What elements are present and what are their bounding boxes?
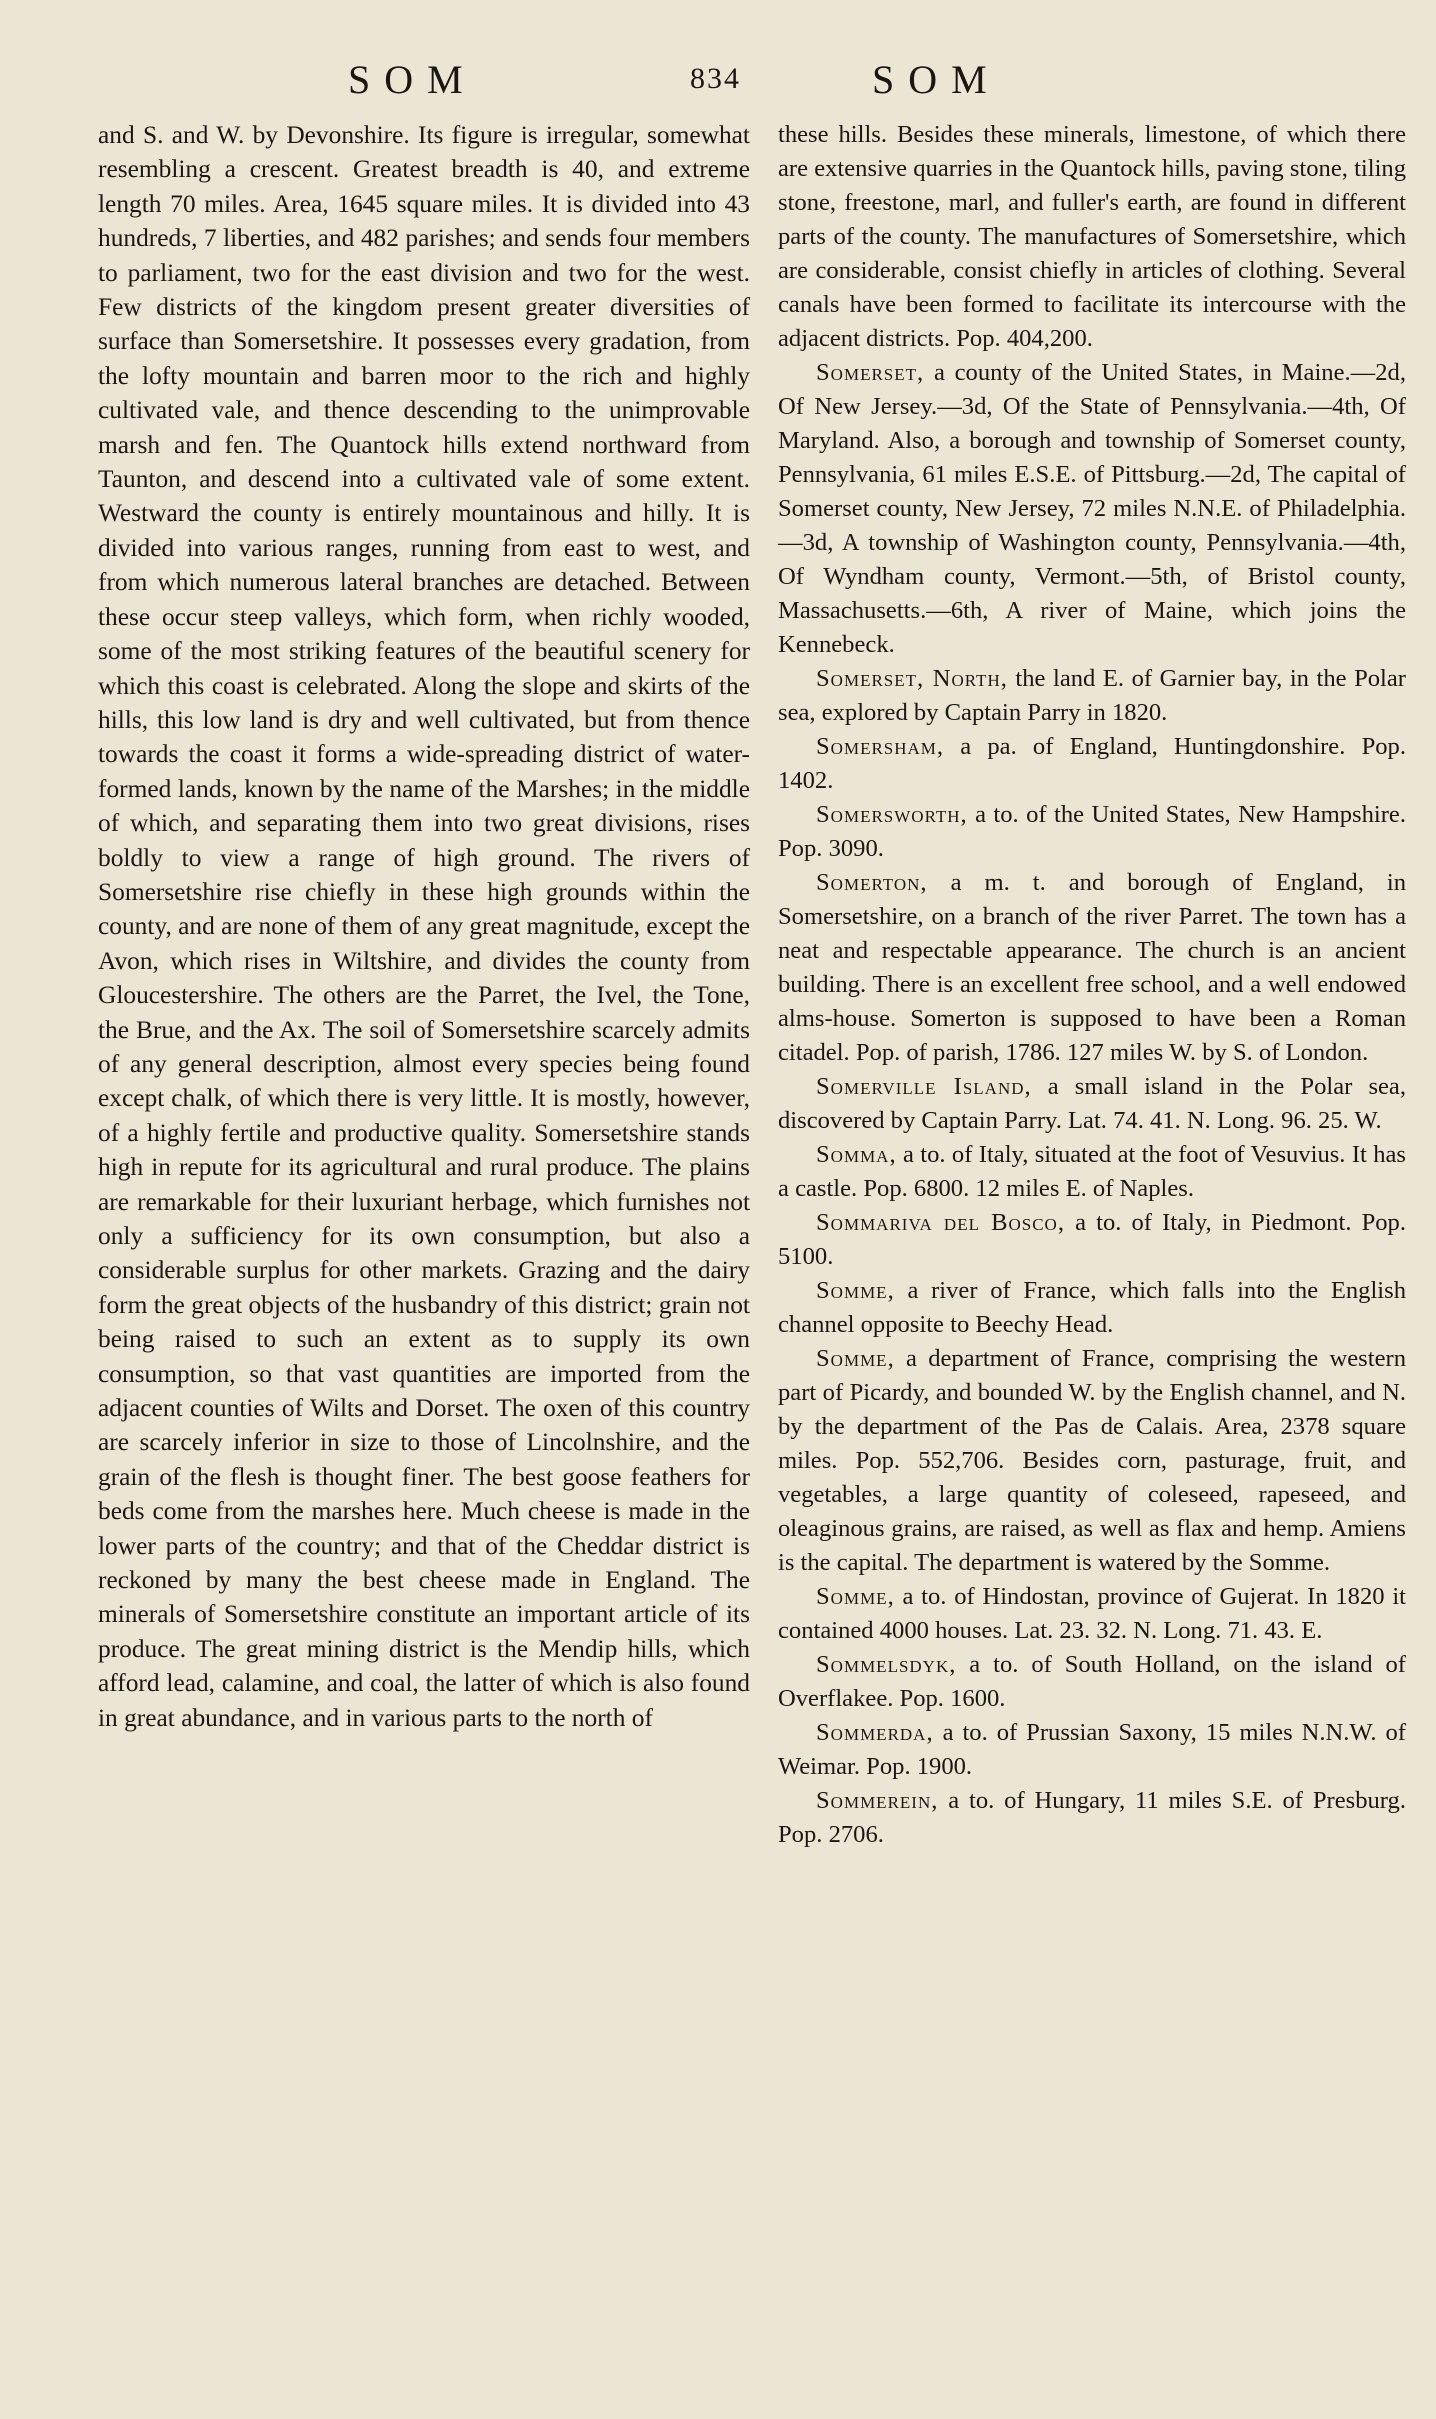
entry-headword: Sommariva del Bosco, <box>816 1209 1065 1236</box>
entry-somme-river <box>778 1274 1406 1342</box>
entry-somerset <box>778 356 1406 662</box>
entry-sommerein <box>778 1784 1406 1852</box>
entry-headword: Sommerda, <box>816 1719 934 1746</box>
running-head-right: SOM <box>872 57 1001 102</box>
entry-somerville-island <box>778 1070 1406 1138</box>
entry-headword: Somme, <box>816 1277 895 1304</box>
entry-somersham <box>778 730 1406 798</box>
entry-headword: Somme, <box>816 1345 895 1372</box>
running-head-left: SOM <box>348 57 477 102</box>
entry-somerton <box>778 866 1406 1070</box>
entry-text: a to. of the United States, New Hampshire. Pop. 3090. <box>778 801 1406 862</box>
entry-text: a to. of Prussian Saxony, 15 miles N.N.W. of Weimar. Pop. 1900. <box>778 1719 1406 1780</box>
entry-headword: Somma, <box>816 1141 897 1168</box>
left-column <box>98 118 750 1735</box>
entry-somme-department <box>778 1342 1406 1580</box>
entry-headword: Somerville Island, <box>816 1073 1032 1100</box>
entry-text: a to. of Hungary, 11 miles S.E. of Presburg. Pop. 2706. <box>778 1787 1406 1848</box>
entry-headword: Somerton, <box>816 869 928 896</box>
entry-text: a m. t. and borough of England, in Somersetshire, on a branch of the river Parret. The town has a neat and respectable appearance. The church is an ancient building. There is an excellent free school, and a well endowed alms-house. Somerton is supposed to have been a Roman citadel. Pop. of parish, 1786. 127 miles W. by S. of London. <box>778 869 1406 1066</box>
entry-headword: Somerset, <box>816 359 925 386</box>
entry-text: a pa. of England, Huntingdonshire. Pop. 1402. <box>778 733 1406 794</box>
page-number: 834 <box>690 62 741 95</box>
entry-headword: Sommerein, <box>816 1787 939 1814</box>
entry-somma <box>778 1138 1406 1206</box>
entry-sommelsdyk <box>778 1648 1406 1716</box>
entry-somme-hindostan <box>778 1580 1406 1648</box>
right-column <box>778 118 1406 1852</box>
entry-headword: Somersham, <box>816 733 945 760</box>
entry-text: a county of the United States, in Maine.—2d, Of New Jersey.—3d, Of the State of Pennsylvania.—4th, Of Maryland. Also, a borough and township of Somerset county, Pennsylvania, 61 miles E.S.E. of Pittsburg.—2d, The capital of Somerset county, New Jersey, 72 miles N.N.E. of Philadelphia.—3d, A township of Washington county, Pennsylvania.—4th, Of Wyndham county, Vermont.—5th, of Bristol county, Massachusetts.—6th, A river of Maine, which joins the Kennebeck. <box>778 359 1406 658</box>
entry-headword: Sommelsdyk, <box>816 1651 957 1678</box>
entry-sommerda <box>778 1716 1406 1784</box>
somersetshire-continuation-end: these hills. Besides these minerals, limestone, of which there are extensive quarries in the Quantock hills, paving stone, tiling stone, freestone, marl, and fuller's earth, are found in different parts of the county. The manufactures of Somersetshire, which are considerable, consist chiefly in articles of clothing. Several canals have been formed to facilitate its intercourse with the adjacent districts. Pop. 404,200. <box>778 121 1406 352</box>
entry-somerset-north <box>778 662 1406 730</box>
entry-sommariva-del-bosco <box>778 1206 1406 1274</box>
entry-text: a to. of Hindostan, province of Gujerat. In 1820 it contained 4000 houses. Lat. 23. 32. N. Long. 71. 43. E. <box>778 1583 1406 1644</box>
entry-headword: Somersworth, <box>816 801 968 828</box>
entry-text: a to. of Italy, situated at the foot of Vesuvius. It has a castle. Pop. 6800. 12 miles E. of Naples. <box>778 1141 1406 1202</box>
entry-text: the land E. of Garnier bay, in the Polar sea, explored by Captain Parry in 1820. <box>778 665 1406 726</box>
entry-text: a department of France, comprising the western part of Picardy, and bounded W. by the English channel, and N. by the department of the Pas de Calais. Area, 2378 square miles. Pop. 552,706. Besides corn, pasturage, fruit, and vegetables, a large quantity of coleseed, rapeseed, and oleaginous grains, are raised, as well as flax and hemp. Amiens is the capital. The department is watered by the Somme. <box>778 1345 1406 1576</box>
entry-text: a to. of South Holland, on the island of Overflakee. Pop. 1600. <box>778 1651 1406 1712</box>
entry-text: a river of France, which falls into the English channel opposite to Beechy Head. <box>778 1277 1406 1338</box>
entry-headword: Somerset, North, <box>816 665 1008 692</box>
entry-headword: Somme, <box>816 1583 895 1610</box>
somersetshire-continuation: and S. and W. by Devonshire. Its figure is irregular, somewhat resembling a crescent. Greatest breadth is 40, and extreme length 70 miles. Area, 1645 square miles. It is divided into 43 hundreds, 7 liberties, and 482 parishes; and sends four members to parliament, two for the east division and two for the west. Few districts of the kingdom present greater diversities of surface than Somersetshire. It possesses every gradation, from the lofty mountain and barren moor to the rich and highly cultivated vale, and thence descending to the unimprovable marsh and fen. The Quantock hills extend northward from Taunton, and descend into a cultivated vale of some extent. Westward the county is entirely mountainous and hilly. It is divided into various ranges, running from east to west, and from which numerous lateral branches are detached. Between these occur steep valleys, which form, when richly wooded, some of the most striking features of the beautiful scenery for which this coast is celebrated. Along the slope and skirts of the hills, this low land is dry and well cultivated, but from thence towards the coast it forms a wide-spreading district of water-formed lands, known by the name of the Marshes; in the middle of which, and separating them into two great divisions, rises boldly to view a range of high ground. The rivers of Somersetshire rise chiefly in these high grounds within the county, and are none of them of any great magnitude, except the Avon, which rises in Wiltshire, and divides the county from Gloucestershire. The others are the Parret, the Ivel, the Tone, the Brue, and the Ax. The soil of Somersetshire scarcely admits of any general description, almost every species being found except chalk, of which there is very little. It is mostly, however, of a highly fertile and productive quality. Somersetshire stands high in repute for its agricultural and rural produce. The plains are remarkable for their luxuriant herbage, which furnishes not only a sufficiency for its own consumption, but also a considerable surplus for other markets. Grazing and the dairy form the great objects of the husbandry of this district; grain not being raised to such an extent as to supply its own consumption, so that vast quantities are imported from the adjacent counties of Wilts and Dorset. The oxen of this country are scarcely inferior in size to those of Lincolnshire, and the grain of the flesh is thought finer. The best goose feathers for beds come from the marshes here. Much cheese is made in the lower parts of the country; and that of the Cheddar district is reckoned by many the best cheese made in England. The minerals of Somersetshire constitute an important article of its produce. The great mining district is the Mendip hills, which afford lead, calamine, and coal, the latter of which is also found in great abundance, and in various parts to the north of <box>98 121 750 1732</box>
entry-somersworth <box>778 798 1406 866</box>
entry-text: a small island in the Polar sea, discovered by Captain Parry. Lat. 74. 41. N. Long. 96. 25. W. <box>778 1073 1406 1134</box>
entry-text: a to. of Italy, in Piedmont. Pop. 5100. <box>778 1209 1406 1270</box>
running-head <box>0 56 1436 106</box>
